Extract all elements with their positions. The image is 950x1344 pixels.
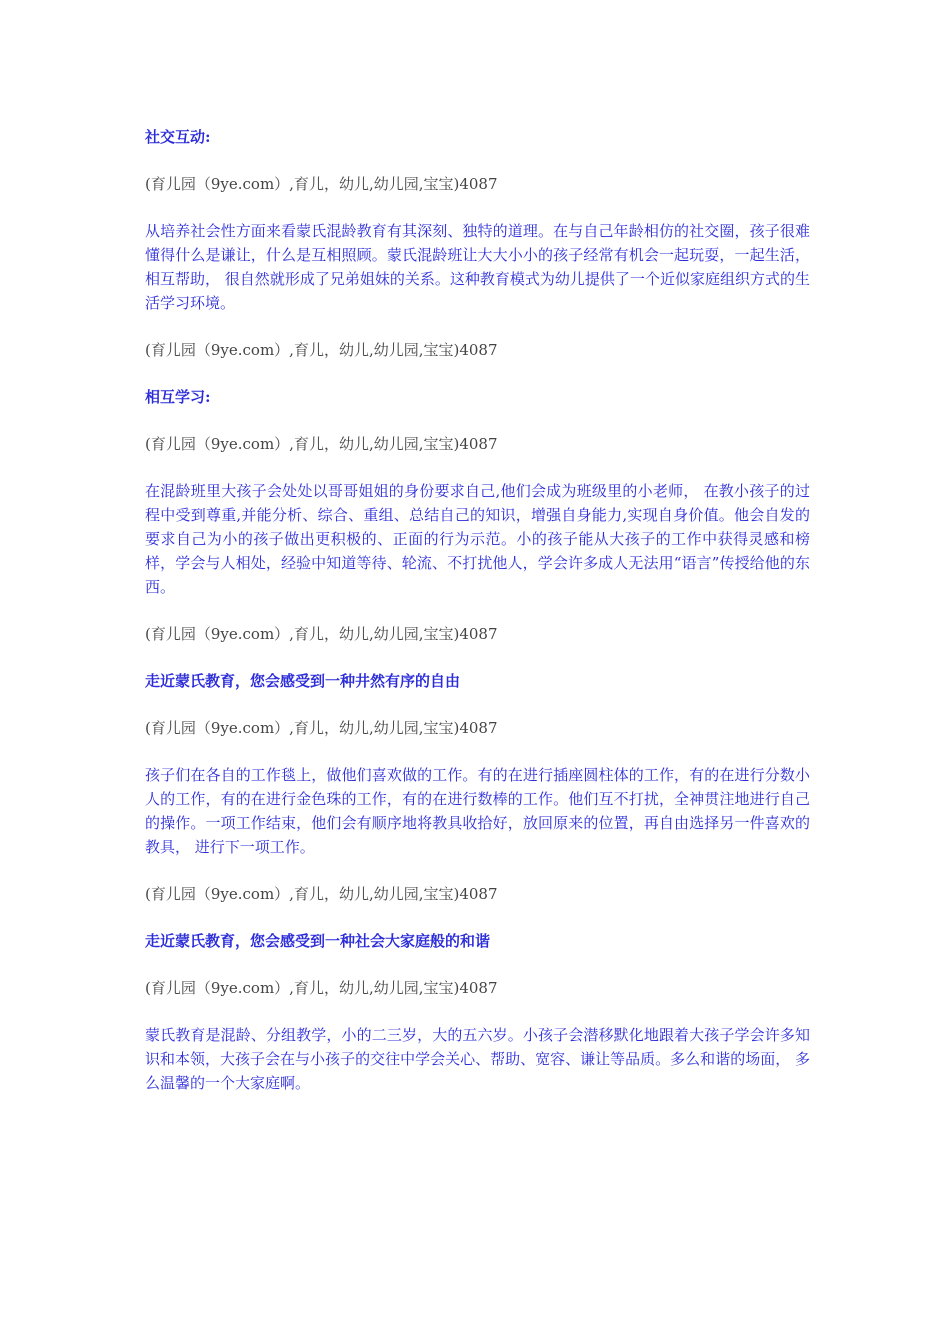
section-heading-orderly-freedom: 走近蒙氏教育，您会感受到一种井然有序的自由 <box>145 672 461 690</box>
section-heading-social: 社交互动: <box>145 128 211 146</box>
section-heading-family-harmony: 走近蒙氏教育，您会感受到一种社会大家庭般的和谐 <box>145 932 491 950</box>
section-paragraph-social: 从培养社会性方面来看蒙氏混龄教育有其深刻、独特的道理。在与自己年龄相仿的社交圈，孩子很难懂得什么是谦让，什么是互相照顾。蒙氏混龄班让大大小小的孩子经常有机会一起玩耍，一起生活，相互帮助， 很自然就形成了兄弟姐妹的关系。这种教育模式为幼儿提供了一个近似家庭组织方式的生活学习环境。 <box>145 222 810 312</box>
source-line: (育儿园（9ye.com）,育儿，幼儿,幼儿园,宝宝)4087 <box>145 341 498 359</box>
section-paragraph-mutual-learning: 在混龄班里大孩子会处处以哥哥姐姐的身份要求自己,他们会成为班级里的小老师， 在教小孩子的过程中受到尊重,并能分析、综合、重组、总结自己的知识，增强自身能力,实现自身价值。他会自发的要求自己为小的孩子做出更积极的、正面的行为示范。小的孩子能从大孩子的工作中获得灵感和榜样，学会与人相处，经验中知道等待、轮流、不打扰他人，学会许多成人无法用“语言”传授给他的东西。 <box>145 482 810 596</box>
section-heading-mutual-learning: 相互学习: <box>145 388 211 406</box>
source-line: (育儿园（9ye.com）,育儿，幼儿,幼儿园,宝宝)4087 <box>145 885 498 903</box>
document-body <box>145 125 810 1118</box>
source-line: (育儿园（9ye.com）,育儿，幼儿,幼儿园,宝宝)4087 <box>145 719 498 737</box>
source-line: (育儿园（9ye.com）,育儿，幼儿,幼儿园,宝宝)4087 <box>145 625 498 643</box>
source-line: (育儿园（9ye.com）,育儿，幼儿,幼儿园,宝宝)4087 <box>145 175 498 193</box>
source-line: (育儿园（9ye.com）,育儿，幼儿,幼儿园,宝宝)4087 <box>145 435 498 453</box>
section-paragraph-family-harmony: 蒙氏教育是混龄、分组教学，小的二三岁，大的五六岁。小孩子会潜移默化地跟着大孩子学会许多知识和本领，大孩子会在与小孩子的交往中学会关心、帮助、宽容、谦让等品质。多么和谐的场面， 多么温馨的一个大家庭啊。 <box>145 1026 810 1092</box>
section-paragraph-orderly-freedom: 孩子们在各自的工作毯上，做他们喜欢做的工作。有的在进行插座圆柱体的工作，有的在进行分数小人的工作，有的在进行金色珠的工作，有的在进行数棒的工作。他们互不打扰，全神贯注地进行自己的操作。一项工作结束，他们会有顺序地将教具收拾好，放回原来的位置，再自由选择另一件喜欢的教具， 进行下一项工作。 <box>145 766 810 856</box>
source-line: (育儿园（9ye.com）,育儿，幼儿,幼儿园,宝宝)4087 <box>145 979 498 997</box>
